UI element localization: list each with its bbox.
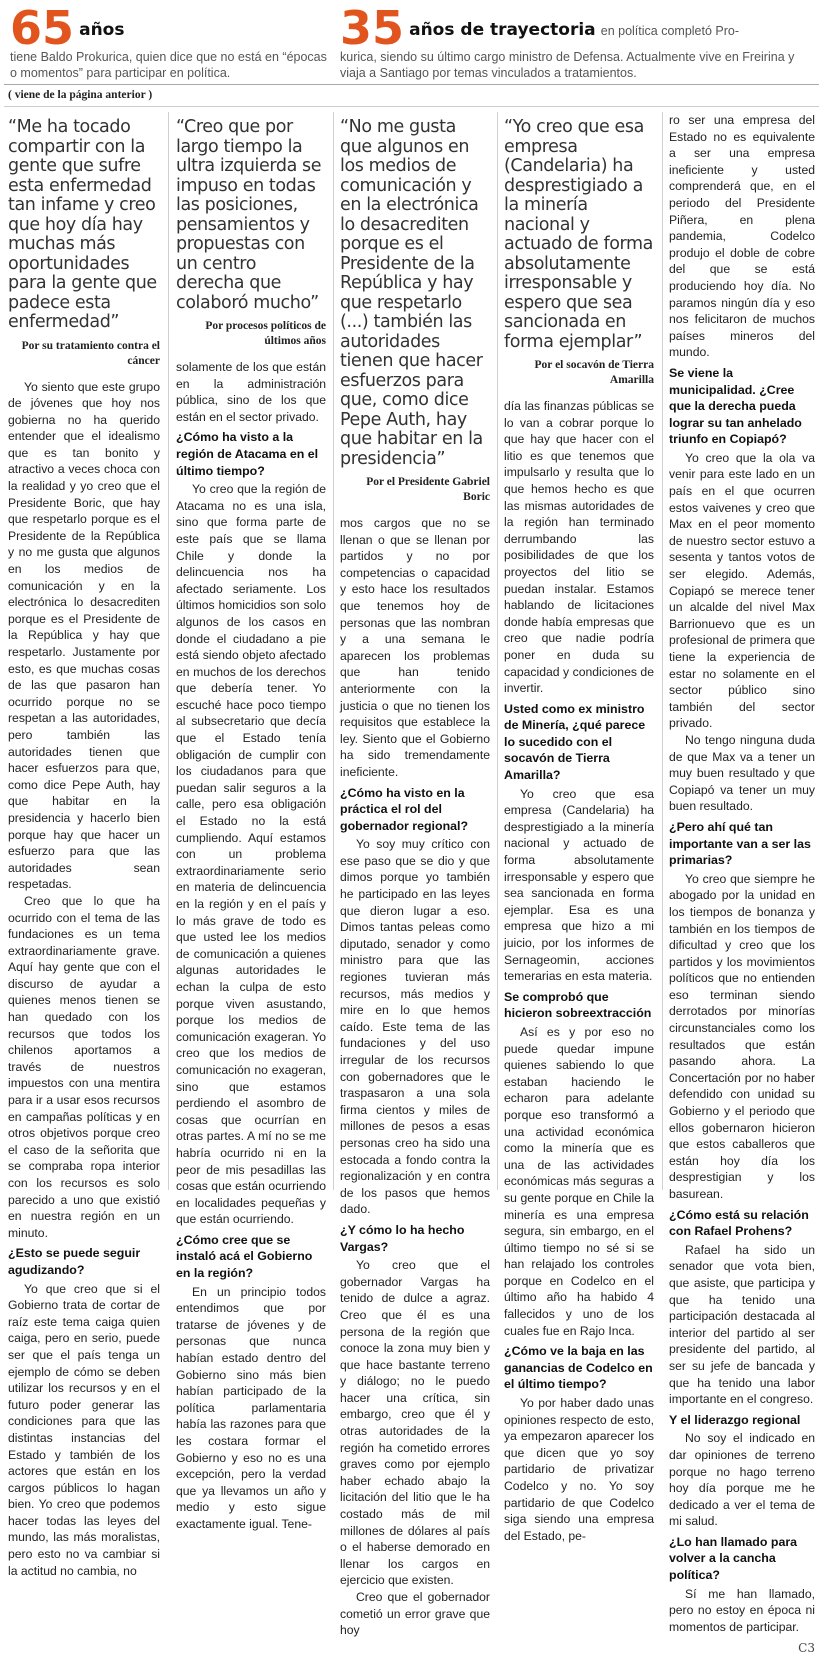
stat-age-description: tiene Baldo Prokurica, quien dice que no está en “épocas o momentos” para participar en política. <box>10 50 327 80</box>
paragraph: ro ser una empresa del Estado no es equivalente a ser una empresa ineficiente y usted comprenderá que, en el periodo del Presidente Piñera, en plena pandemia, Codelco produjo el doble de cobre del que se está produciendo hoy día. No paramos ningún día y eso nos felicitaron de muchos países mineros del mundo. <box>669 113 815 360</box>
continued-note: ( viene de la página anterior ) <box>8 89 153 101</box>
stat-age-label: años <box>79 20 125 40</box>
paragraph: Yo creo que esa empresa (Candelaria) ha desprestigiado a la minería nacional y actuado de forma absolutamente irresponsable y espero que sea sancionada en forma ejemplar. Esa es una empresa que hizo a mi juicio, por los informes de Sernageomin, acciones temerarias en esta materia. <box>504 786 654 984</box>
article-body <box>669 112 815 1635</box>
stat-career-number: 35 <box>340 1 405 55</box>
interview-question: Y el liderazgo regional <box>669 1412 801 1427</box>
continued-divider <box>4 106 819 107</box>
interview-question: ¿Cómo ha visto en la práctica el rol del gobernador regional? <box>340 785 469 833</box>
paragraph: Yo creo que la ola va venir para este lado en un país en el que ocurren estos vaivenes y creo que Max en el peor momento de nuestro sector estuvo a sesenta y tantos votos de ser elegido. Además, Copiapó se merece tener un alcalde del nivel Max Barrionuevo que es un profesional de primera que tiene la experiencia de estar no solamente en el sector público sino también del sector privado. <box>669 450 815 731</box>
paragraph: Yo soy muy crítico con ese paso que se dio y que dimos porque yo también he participado en las leyes que dieron lugar a eso. Dimos tantas peleas como diputado, senador y como ministro para que las regiones tuvieran más recursos, más medios y mire en lo que hemos caído. Este tema de las fundaciones y del uso irregular de los recursos con gobernadores que le traspasaron a una sola firma cientos y miles de millones de pesos a esas personas creo ha sido una estocada a fondo contra la regionalización y en contra de los pasos que hemos dado. <box>340 837 490 1217</box>
pull-quote: “Creo que por largo tiempo la ultra izquierda se impuso en todas las posiciones, pensamientos y propuestas con un centro derecha que colaboró mucho” <box>176 117 322 313</box>
paragraph: No soy el indicado en dar opiniones de terreno porque no hago terreno hoy día porque me he dedicado a ver el tema de mi salud. <box>669 1431 815 1529</box>
interview-question: ¿Cómo cree que se instaló acá el Gobierno en la región? <box>176 1232 313 1281</box>
pull-quote: “No me gusta que algunos en los medios de comunicación y en la electrónica lo desacrediten porque es el Presidente de la República y hay que respetarlo (...) también las autoridades tienen que hacer esfuerzos para que, como dice Pepe Auth, hay que habitar en la presidencia” <box>340 117 483 469</box>
article-body <box>176 359 326 1533</box>
interview-question: Usted como ex ministro de Minería, ¿qué parece lo sucedido con el socavón de Tierra Amarilla? <box>504 701 646 783</box>
paragraph: Yo creo que el gobernador Vargas ha tenido de dulce a agraz. Creo que él es una persona de la región que conoce la zona muy bien y que hace bastante terreno y diálogo; no le puedo hacer una crítica, sin embargo, creo que él y otras autoridades de la región ha cometido errores graves como por ejemplo haber echado abajo la licitación del litio que le ha costado más de mil millones de dólares al país o el haberse demorado en llenar los cargos en ejercicio que existen. <box>340 1258 490 1588</box>
paragraph: Así es y por eso no puede quedar impune quienes sabiendo lo que estaban haciendo le echaron para adelante porque eso transformó a una actividad económica como la minería que es una de las actividades económicas más seguras a su gente porque en Chile la minería es una empresa segura, sin embargo, en el último tiempo no sé si se han relajado los controles porque en Codelco en el último año ha habido 4 fallecidos y uno de los cuales fue en Rajo Inca. <box>504 1024 654 1338</box>
paragraph: No tengo ninguna duda de que Max va a tener un muy buen resultado y que Copiapó va tener un muy buen resultado. <box>669 732 815 814</box>
stat-career-tail: en política completó Pro- <box>600 24 740 38</box>
paragraph: Yo creo que siempre he abogado por la unidad en los tiempos de bonanza y también en los tiempos de dificultad y creo que los partidos y los movimientos políticos que no entienden eso terminan siendo derrotados por minorías circunstanciales como los resultados que están pasando ahora. La Concertación por no haber defendido con unidad su Gobierno y el periodo que ellos gobernaron hicieron que estos caballeros que están hoy día los desprestigian y los basurean. <box>669 871 815 1201</box>
stat-career-label: años de trayectoria <box>409 20 596 40</box>
end-mark: C3 <box>798 1641 815 1656</box>
article-body <box>8 379 160 1580</box>
article-column-4 <box>504 112 654 1543</box>
column-separator <box>662 112 663 1190</box>
article-body <box>340 515 490 1639</box>
pull-quote-attribution: Por su tratamiento contra el cáncer <box>21 339 160 367</box>
header-divider <box>4 84 819 85</box>
interview-question: ¿Cómo ve la baja en las ganancias de Codelco en el último tiempo? <box>504 1344 653 1392</box>
pull-quote-attribution: Por procesos políticos de últimos años <box>205 320 326 347</box>
paragraph: Yo que creo que si el Gobierno trata de cortar de raíz este tema caiga quien caiga, pero en serio, puede ser que el país tenga un ejemplo de cómo se deben utilizar los recursos y en el futuro poder generar las condiciones para que las distintas instancias del Estado y también de los actores que están en los cargos públicos lo hagan bien. Yo creo que podemos hacer todas las leyes del mundo, las más moralistas, pero esto no va cambiar si la actitud no cambia, no <box>8 1281 160 1578</box>
article-column-5 <box>669 112 815 1656</box>
paragraph: Yo siento que este grupo de jóvenes que hoy nos gobierna no ha querido entender que el idealismo que es tan bonito y atractivo a veces choca con la realidad y yo creo que el Presidente Boric, que hay que respetarlo porque es el Presidente de la República y no me gusta que algunos en los medios de comunicación y en la electrónica lo desacrediten porque es el Presidente de la República y hay que respetarlo. Justamente por esto, es que muchas cosas de las que pasaron han ocurrido porque no se respetan a las autoridades, pero también las autoridades tienen que hacer esfuerzos para que, como dice Pepe Auth, hay que habitar en la presidencia y hacerlo bien porque hay que hacer un esfuerzo para que las autoridades sean respetadas. <box>8 379 160 892</box>
paragraph: Sí me han llamado, pero no estoy en época ni momentos de participar. <box>669 1586 815 1634</box>
paragraph: Yo creo que la región de Atacama no es una isla, sino que forma parte de este país que se llama Chile y donde la delincuencia nos ha afectado seriamente. Los últimos homicidios son solo algunos de los casos en donde el ciudadano a pie está siendo objeto afectado en muchos de los derechos que debería tener. Yo escuché hace poco tiempo al subsecretario que decía que el Estado tenía obligación de cumplir con los ciudadanos para que puedan salir seguros a la calle, pero esa obligación el Estado no la está cumpliendo. Aquí estamos con un problema extraordinariamente serio en materia de delincuencia en la región y en el país y lo más grave de todo es que usted lee los medios de comunicación a quienes algunas autoridades le echan la culpa de esto porque viven asustando, porque los medios de comunicación exageran. Yo creo que los medios de comunicación no exageran, sino que estamos perdiendo el asombro de cosas que ocurrían en otras partes. A mí no se me habría ocurrido ni en la peor de mis pesadillas las cosas que están ocurriendo en localidades pequeñas y que están ocurriendo. <box>176 482 326 1227</box>
paragraph: Creo que el gobernador cometió un error grave que hoy <box>340 1590 490 1638</box>
article-body <box>504 398 654 1544</box>
paragraph: mos cargos que no se llenan o que se llenan por partidos y no por competencias o capacidad y esto hace los resultados que tenemos hoy de personas que las nombran y a una semana le aparecen los problemas que han tenido anteriormente con la justicia o que no tienen los requisitos que establece la ley. Siento que el Gobierno ha sido tremendamente ineficiente. <box>340 516 490 779</box>
article-column-3 <box>340 112 490 1638</box>
paragraph: solamente de los que están en la administración pública, sino de los que están en el sector privado. <box>176 360 326 424</box>
pull-quote: “Yo creo que esa empresa (Candelaria) ha desprestigiado a la minería nacional y actuado de forma absolutamente irresponsable y espero que sea sancionada en forma ejemplar” <box>504 117 653 352</box>
stat-age-number: 65 <box>10 1 75 55</box>
interview-question: ¿Cómo está su relación con Rafael Prohens? <box>669 1207 809 1239</box>
interview-question: ¿Pero ahí qué tan importante van a ser las primarias? <box>669 819 811 868</box>
column-separator <box>497 112 498 1190</box>
stat-career-description: kurica, siendo su último cargo ministro de Defensa. Actualmente vive en Freirina y viaja a Santiago por temas vinculados a tratamientos. <box>340 50 795 80</box>
pull-quote: “Me ha tocado compartir con la gente que sufre esta enfermedad tan infame y creo que hoy día hay muchas más oportunidades para la gente que padece esta enfermedad” <box>8 117 157 332</box>
stat-age <box>10 1 125 55</box>
paragraph: Rafael ha sido un senador que vota bien, que asiste, que participa y que ha tenido una participación destacada al interior del partido al ser presidente del partido, al ser su jefe de bancada y que ha tenido una labor importante en el congreso. <box>669 1242 815 1407</box>
article-column-2 <box>176 112 326 1531</box>
column-separator <box>168 112 169 1190</box>
interview-question: ¿Y cómo lo ha hecho Vargas? <box>340 1222 465 1254</box>
interview-question: ¿Lo han llamado para volver a la cancha política? <box>669 1534 798 1583</box>
interview-question: Se viene la municipalidad. ¿Cree que la derecha pueda lograr su tan anhelado triunfo en Copiapó? <box>669 365 802 447</box>
paragraph: Creo que lo que ha ocurrido con el tema de las fundaciones es un tema extraordinariamente grave. Aquí hay gente que con el discurso de ayudar a quienes menos tienen se han quedado con los recursos que todos los chilenos aportamos a través de nuestros impuestos con una mentira para ir a usar esos recursos en campañas políticas y en otros objetivos porque creo el caso de la señorita que se compraba ropa interior con los recursos es solo parecido a uno que existió en nuestra región en un minuto. <box>8 893 160 1240</box>
stat-career <box>340 1 740 55</box>
pull-quote-attribution: Por el Presidente Gabriel Boric <box>366 476 490 503</box>
article-column-1 <box>8 112 160 1578</box>
paragraph: día las finanzas públicas se lo van a cobrar porque lo que hay que hacer con el litio es que tenemos que impulsarlo y resulta que lo que hemos hecho es que las mismas autoridades de la región han terminado derrumbando las posibilidades de que los proyectos del litio se puedan instalar. Estamos hablando de licitaciones donde había empresas que creo que nadie podría poner en duda su capacidad y condiciones de invertir. <box>504 399 654 696</box>
pull-quote-attribution: Por el socavón de Tierra Amarilla <box>534 359 654 386</box>
column-separator <box>333 112 334 1190</box>
paragraph: En un principio todos entendimos que por tratarse de jóvenes y de personas que nunca habían estado dentro del Gobierno sino más bien habían participado de la política parlamentaria había las razones para que les costara formar el Gobierno y eso no es una excepción, pero la verdad que ya llevamos un año y medio y esto sigue exactamente igual. Tene- <box>176 1284 326 1531</box>
interview-question: ¿Cómo ha visto a la región de Atacama en el último tiempo? <box>176 430 319 478</box>
interview-question: ¿Esto se puede seguir agudizando? <box>8 1246 141 1277</box>
interview-question: Se comprobó que hicieron sobreextracción <box>504 989 652 1021</box>
paragraph: Yo por haber dado unas opiniones respecto de esto, ya empezaron aparecer los que dicen que yo soy partidario de privatizar Codelco y no. Yo soy partidario de que Codelco siga siendo una empresa del Estado, pe- <box>504 1396 654 1543</box>
